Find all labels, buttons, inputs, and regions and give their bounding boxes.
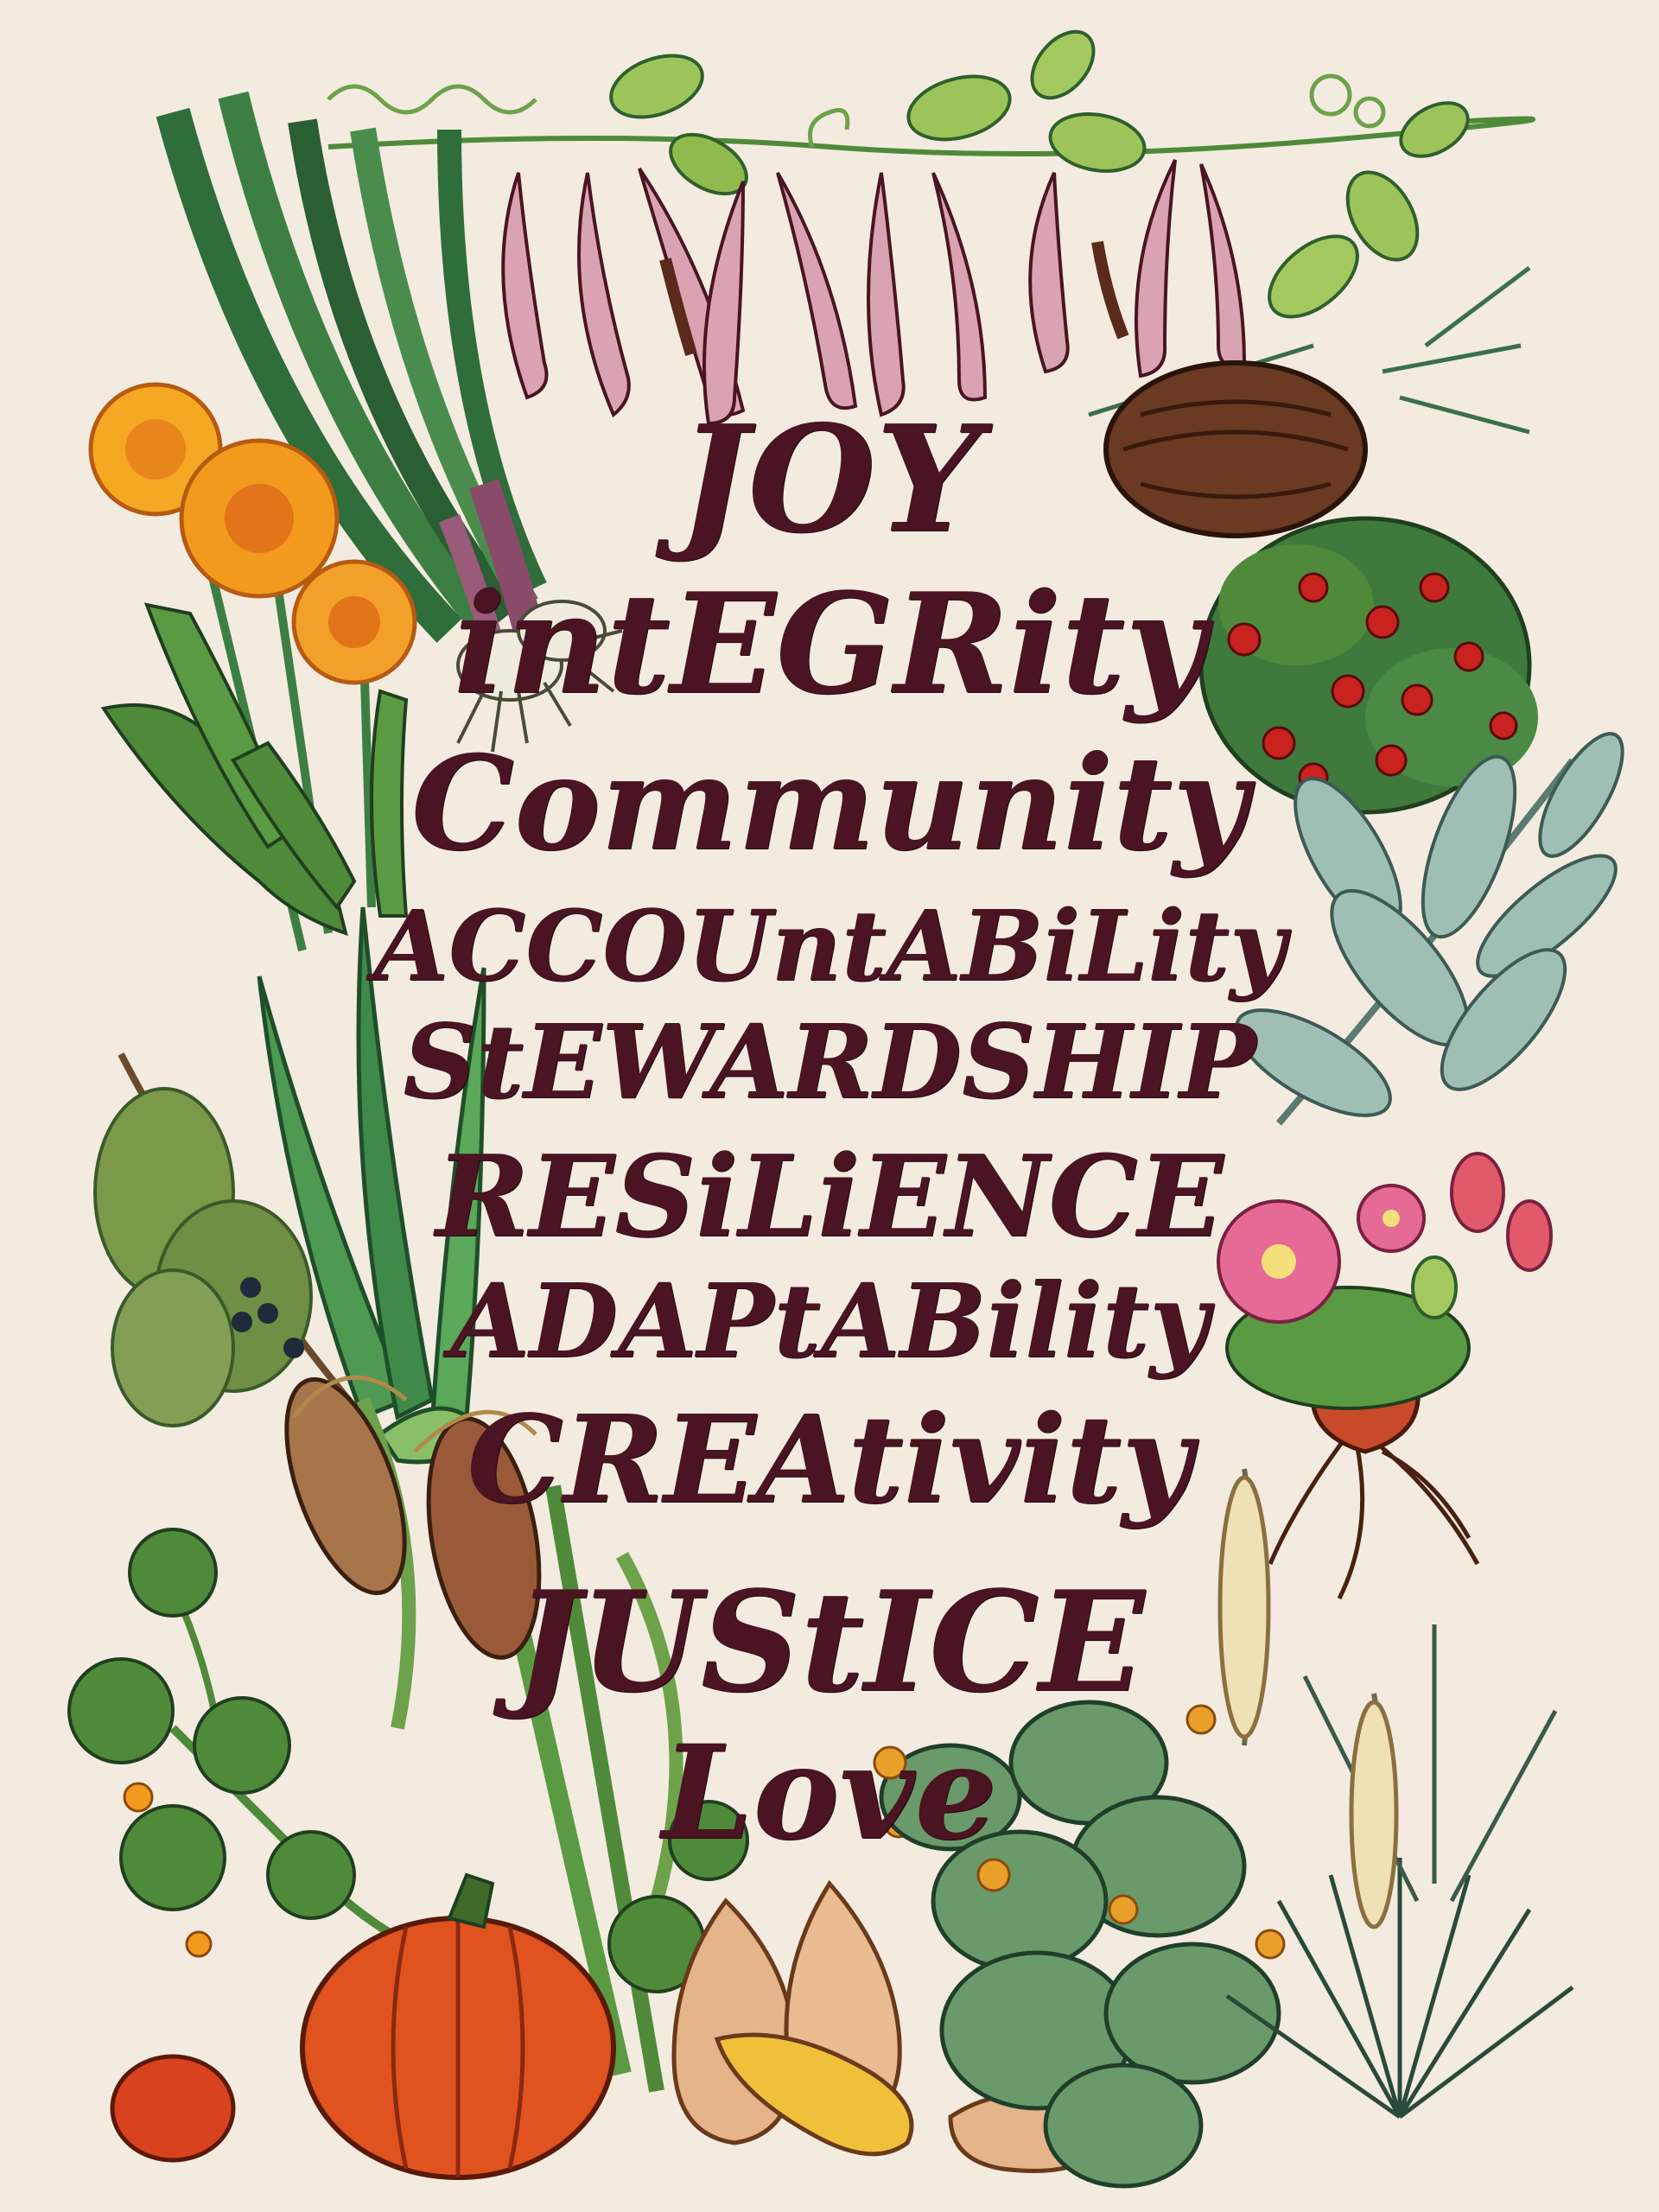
value-word-adaptability: ADAPtABility xyxy=(450,1261,1209,1381)
value-word-resilience: RESiLiENCE xyxy=(435,1130,1224,1262)
value-word-community: Community xyxy=(410,728,1249,880)
value-word-accountability: ACCOUntABiLity xyxy=(373,890,1286,1003)
value-word-joy: JOY xyxy=(678,393,981,566)
value-word-creativity: CREAtivity xyxy=(467,1389,1192,1531)
value-word-stewardship: StEWARDSHIP xyxy=(403,1001,1256,1122)
value-word-love: Love xyxy=(661,1717,998,1869)
value-word-integrity: intEGRity xyxy=(453,563,1206,725)
value-word-justice: JUStICE xyxy=(514,1560,1145,1723)
